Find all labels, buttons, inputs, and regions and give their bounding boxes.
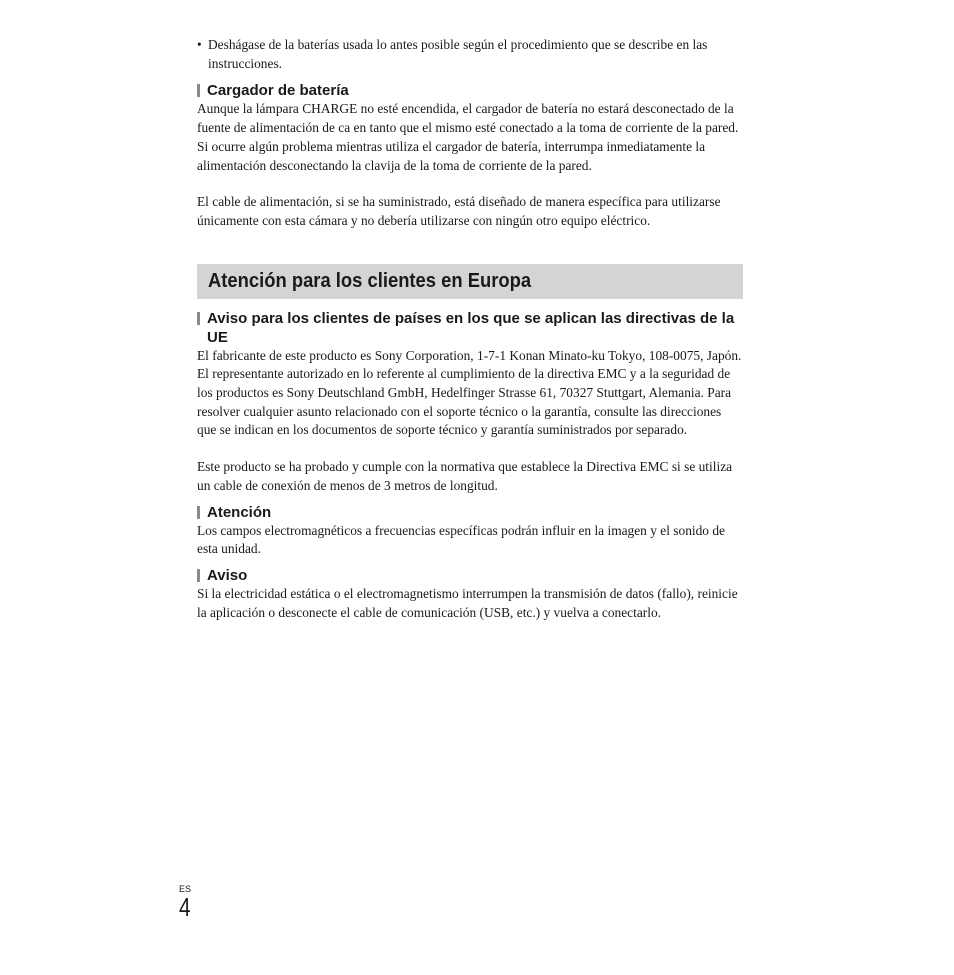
intro-bullet xyxy=(197,36,743,73)
intro-bullet-text: Deshágase de la baterías usada lo antes posible según el procedimiento que se describe en las instrucciones. xyxy=(208,37,708,71)
attention-paragraph: Los campos electromagnéticos a frecuencias específicas podrán influir en la imagen y el sonido de esta unidad. xyxy=(197,522,725,557)
aviso-paragraph: Si la electricidad estática o el electromagnetismo interrumpen la transmisión de datos (fallo), reinicie la aplicación o desconecte el cable de comunicación (USB, etc.) y vuelva a conectarlo. xyxy=(197,585,738,620)
eu-notice-paragraph-2: Este producto se ha probado y cumple con la normativa que establece la Directiva EMC si se utiliza un cable de conexión de menos de 3 metros de longitud. xyxy=(197,459,733,493)
eu-notice-paragraph-1: El fabricante de este producto es Sony Corporation, 1-7-1 Konan Minato-ku Tokyo, 108-0075, Japón. El representante autorizado en lo referente al cumplimiento de la directiva EMC y a la seguridad de los productos es Sony Deutschland GmbH, Hedelfinger Strasse 61, 70327 Stuttgart, Alemania. Para resolver cualquier asunto relacionado con el soporte técnico o la garantía, consulte las direcciones que se indican en los documentos de soporte técnico y garantía suministrados por separado. xyxy=(197,347,742,438)
bullet-icon: • xyxy=(197,37,202,52)
eu-notice-heading: Aviso para los clientes de países en los que se aplican las directivas de la UE xyxy=(197,309,743,347)
language-code: ES xyxy=(179,884,192,894)
heading-bar-icon xyxy=(197,569,200,582)
aviso-heading: Aviso xyxy=(197,566,743,585)
page-footer xyxy=(179,884,193,920)
section-banner xyxy=(197,264,743,299)
attention-heading: Atención xyxy=(197,503,743,522)
section-title: Atención para los clientes en Europa xyxy=(208,269,532,292)
heading-bar-icon xyxy=(197,506,200,519)
page-number: 4 xyxy=(179,892,191,922)
heading-bar-icon xyxy=(197,312,200,325)
charger-heading: Cargador de batería xyxy=(197,81,743,100)
page-content xyxy=(197,36,743,622)
charger-paragraph-1: Aunque la lámpara CHARGE no esté encendida, el cargador de batería no estará desconectado de la fuente de alimentación de ca en tanto que el mismo esté conectado a la toma de corriente de la pared. Si ocurre algún problema mientras utiliza el cargador de batería, interrumpa inmediatamente la alimentación desconectando la clavija de la toma de corriente de la pared. xyxy=(197,101,739,173)
heading-bar-icon xyxy=(197,84,200,97)
charger-paragraph-2: El cable de alimentación, si se ha suministrado, está diseñado de manera específica para utilizarse únicamente con esta cámara y no debería utilizarse con ningún otro equipo eléctrico. xyxy=(197,194,721,228)
